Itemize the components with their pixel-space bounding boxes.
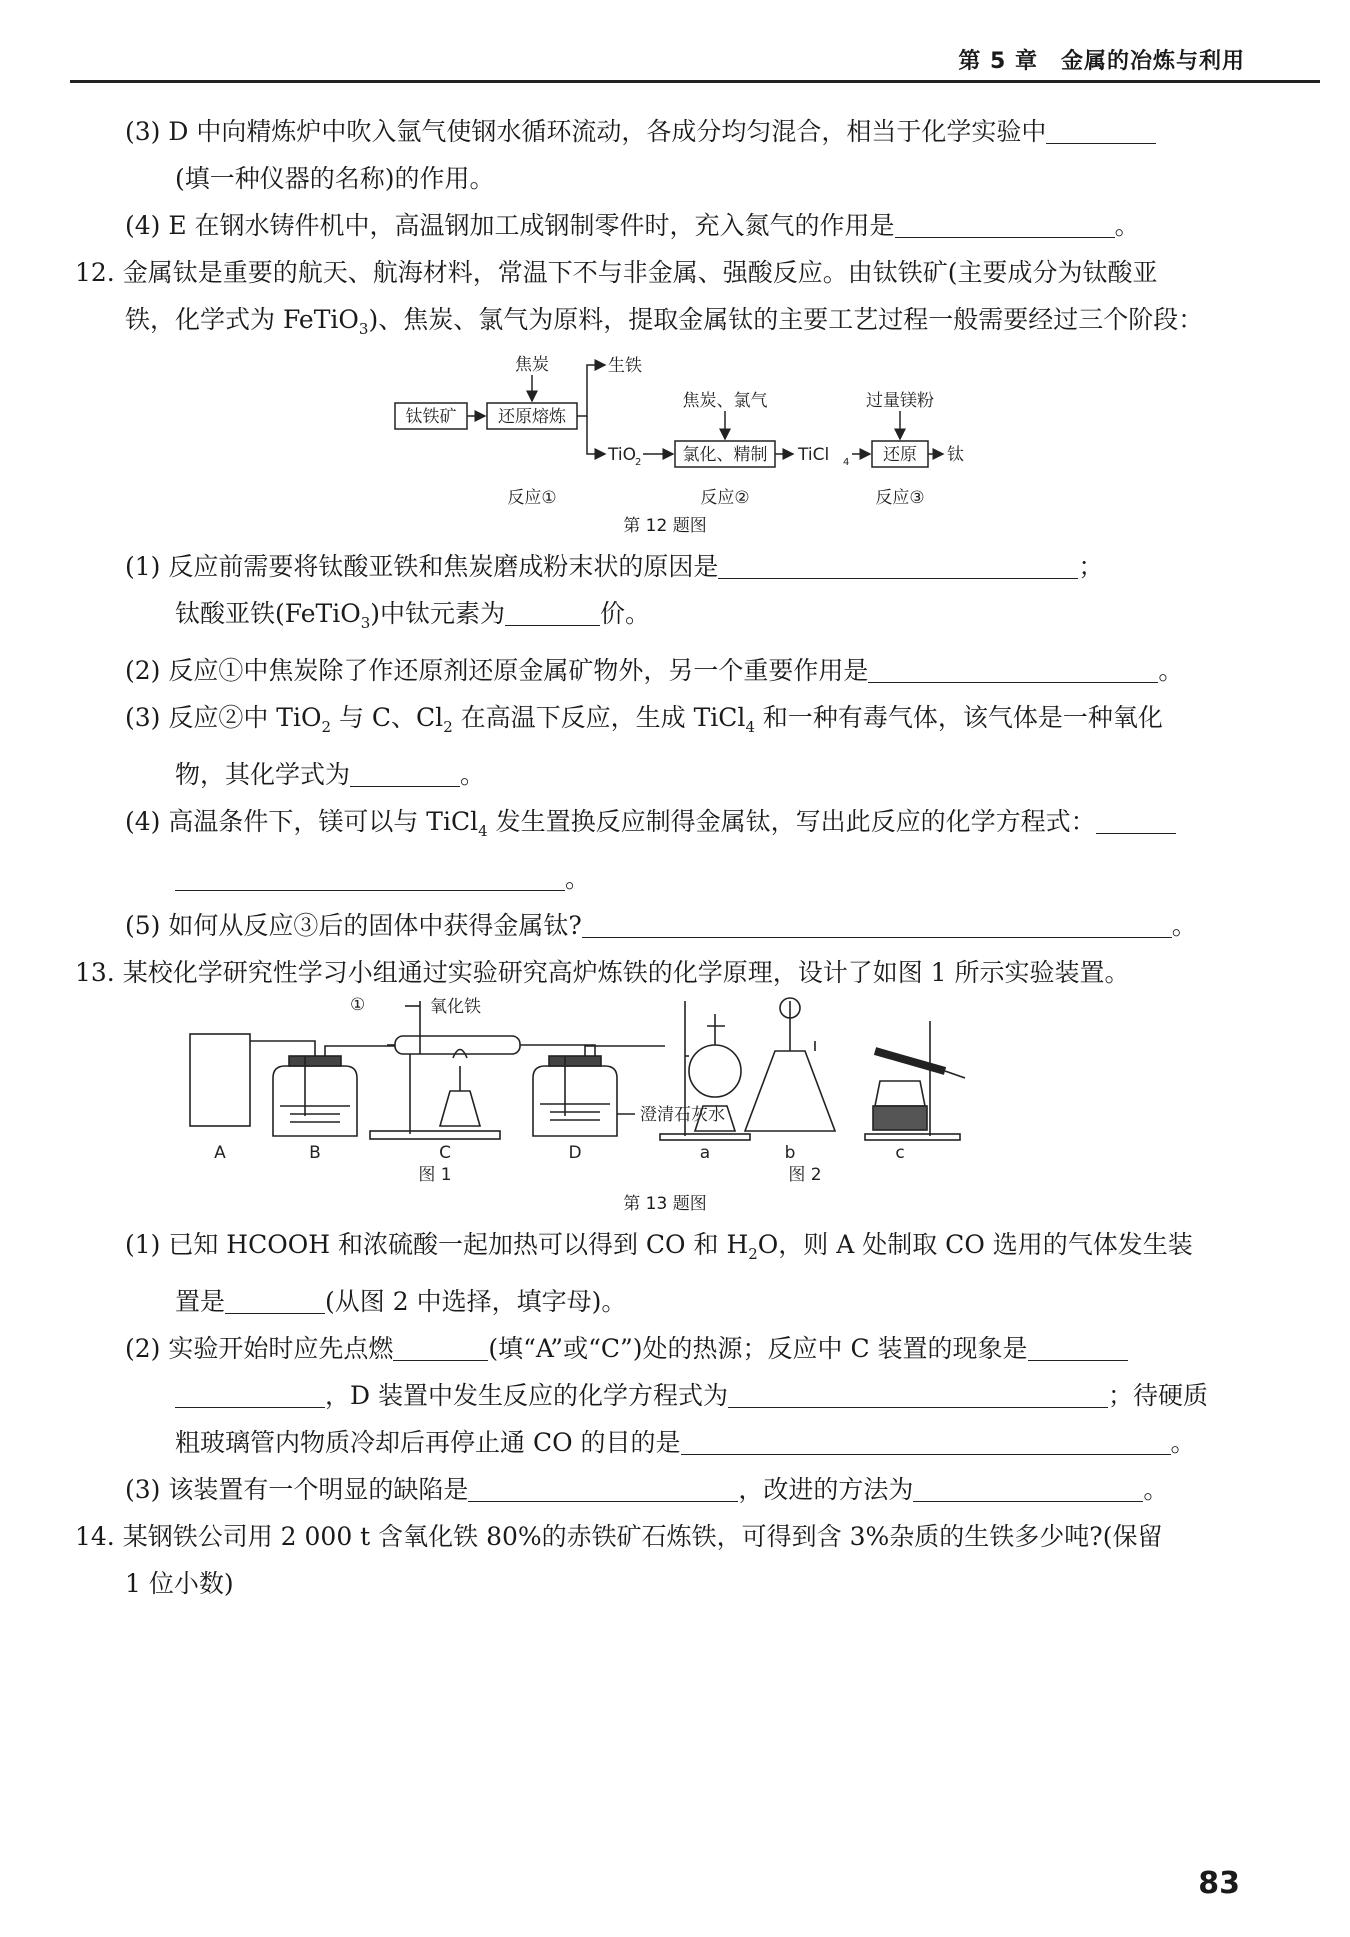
stand-C xyxy=(370,1131,500,1139)
q11-part3-line2: (填一种仪器的名称)的作用。 xyxy=(175,164,495,193)
label-limewater: 澄清石灰水 xyxy=(640,1105,725,1125)
label-ticl4-sub: 4 xyxy=(843,457,850,468)
q12-figure-caption: 第 12 题图 xyxy=(623,516,707,536)
bottle-B xyxy=(273,1066,357,1136)
answer-blank[interactable] xyxy=(468,1476,738,1502)
q11-part3-line1: (3) D 中向精炼炉中吹入氩气使钢水循环流动，各成分均匀混合，相当于化学实验中 xyxy=(75,108,1255,155)
q12-part3-line1: (3) 反应②中 TiO$_2$ 与 C、$Cl_2$ 在高温下反应，生成 TiCl$_4$ 和一种有毒气体，该气体是一种氧化 xyxy=(125,703,1163,736)
label-circle1: ① xyxy=(350,996,366,1015)
answer-blank[interactable] xyxy=(582,912,1172,938)
label-b: b xyxy=(784,1143,796,1163)
q13-part1-line2: 置是 (从图 2 中选择，填字母)。 xyxy=(175,1287,627,1316)
answer-blank[interactable] xyxy=(350,761,460,787)
label-a: a xyxy=(699,1143,711,1163)
answer-blank[interactable] xyxy=(175,865,565,891)
label-tio2: TiO xyxy=(608,445,636,465)
q11-part4: (4) E 在钢水铸件机中，高温钢加工成钢制零件时，充入氮气的作用是 。 xyxy=(125,211,1140,240)
label-fig1: 图 1 xyxy=(418,1165,452,1185)
label-r3: 反应③ xyxy=(875,488,925,508)
answer-blank[interactable] xyxy=(1046,118,1156,144)
label-ticl4: TiCl xyxy=(798,445,830,465)
q13-part2-line3: 粗玻璃管内物质冷却后再停止通 CO 的目的是 。 xyxy=(175,1428,1196,1457)
flow-diagram-svg xyxy=(75,353,1255,513)
q12-flow-diagram xyxy=(75,353,1255,513)
q13-part3: (3) 该装置有一个明显的缺陷是 ，改进的方法为 。 xyxy=(125,1475,1169,1504)
answer-blank[interactable] xyxy=(1096,808,1176,834)
label-reagents2: 焦炭、氯气 xyxy=(682,391,768,411)
apparatus-A xyxy=(190,1034,250,1126)
q12-part2: (2) 反应①中焦炭除了作还原剂还原金属矿物外，另一个重要作用是 。 xyxy=(125,656,1184,685)
answer-blank[interactable] xyxy=(681,1429,1171,1455)
label-chlorinate: 氯化、精制 xyxy=(682,445,768,465)
q13-part1-line1: (1) 已知 HCOOH 和浓硫酸一起加热可以得到 CO 和 $H_2O$，则 A 处制取 CO 选用的气体发生装 xyxy=(125,1230,1193,1263)
apparatus-c-block xyxy=(873,1106,927,1130)
label-fe2o3: 氧化铁 xyxy=(430,997,481,1017)
q13-part2-line1: (2) 实验开始时应先点燃 (填“A”或“C”)处的热源；反应中 C 装置的现象是 xyxy=(75,1325,1255,1372)
answer-blank[interactable] xyxy=(175,1382,325,1408)
q12-part4-line2: 。 xyxy=(75,855,1255,902)
answer-blank[interactable] xyxy=(505,600,600,626)
q12-part1-line2: 钛酸亚铁(FeTiO$_3$)中钛元素为 价。 xyxy=(175,599,651,632)
q12-part5: (5) 如何从反应③后的固体中获得金属钛? 。 xyxy=(125,911,1197,940)
answer-blank[interactable] xyxy=(868,657,1158,683)
answer-blank[interactable] xyxy=(718,553,1078,579)
q12-part4-line1: (4) 高温条件下，镁可以与 TiCl$_4$ 发生置换反应制得金属钛，写出此反应的化学方程式： xyxy=(75,798,1255,855)
answer-blank[interactable] xyxy=(225,1288,325,1314)
q14-stem-line2: 1 位小数) xyxy=(125,1569,234,1598)
label-ore: 钛铁矿 xyxy=(405,407,457,427)
q12-stem-line2: 铁，化学式为 FeTiO$_3$)、焦炭、氯气为原料，提取金属钛的主要工艺过程一般需要经过三个阶段： xyxy=(125,305,1204,338)
q13-apparatus-figure xyxy=(75,996,1255,1191)
label-A: A xyxy=(214,1143,226,1163)
label-fig2: 图 2 xyxy=(788,1165,822,1185)
label-pig-iron: 生铁 xyxy=(608,356,642,376)
q13-stem: 13. 某校化学研究性学习小组通过实验研究高炉炼铁的化学原理，设计了如图 1 所示实验装置。 xyxy=(75,958,1130,987)
alcohol-lamp xyxy=(440,1091,480,1126)
label-smelt: 还原熔炼 xyxy=(498,407,566,427)
page-content xyxy=(75,108,1255,1607)
apparatus-b-flask xyxy=(745,1051,835,1131)
q13-figure-caption: 第 13 题图 xyxy=(623,1194,707,1214)
bottle-D xyxy=(533,1066,617,1136)
page-header xyxy=(70,40,1320,83)
answer-blank[interactable] xyxy=(728,1382,1108,1408)
q14-stem-line1: 14. 某钢铁公司用 2 000 t 含氧化铁 80%的赤铁矿石炼铁，可得到含 3%杂质的生铁多少吨?(保留 xyxy=(75,1522,1163,1551)
apparatus-svg xyxy=(75,996,1255,1191)
q13-part2-line2: ，D 装置中发生反应的化学方程式为 ；待硬质 xyxy=(75,1372,1255,1419)
answer-blank[interactable] xyxy=(393,1335,488,1361)
page-number: 83 xyxy=(1198,1866,1240,1901)
label-B: B xyxy=(309,1143,321,1163)
answer-blank[interactable] xyxy=(913,1476,1143,1502)
label-reduce: 还原 xyxy=(883,445,917,465)
answer-blank[interactable] xyxy=(895,212,1115,238)
label-c: c xyxy=(895,1143,905,1163)
label-ti: 钛 xyxy=(947,445,964,465)
label-r2: 反应② xyxy=(700,488,750,508)
q12-part1-line1: (1) 反应前需要将钛酸亚铁和焦炭磨成粉末状的原因是 ； xyxy=(125,552,1104,581)
chapter-title: 第 5 章 金属的冶炼与利用 xyxy=(958,49,1245,74)
apparatus-a-flask xyxy=(689,1045,741,1097)
q12-stem-line1: 12. 金属钛是重要的航天、航海材料，常温下不与非金属、强酸反应。由钛铁矿(主要成分为钛酸亚 xyxy=(75,258,1158,287)
answer-blank[interactable] xyxy=(1028,1335,1128,1361)
q12-part3-line2: 物，其化学式为 。 xyxy=(175,760,486,789)
label-mg: 过量镁粉 xyxy=(866,391,934,411)
label-C: C xyxy=(439,1143,451,1163)
label-D: D xyxy=(568,1143,582,1163)
label-tio2-sub: 2 xyxy=(635,457,642,468)
label-r1: 反应① xyxy=(507,488,557,508)
label-coke: 焦炭 xyxy=(515,355,549,375)
